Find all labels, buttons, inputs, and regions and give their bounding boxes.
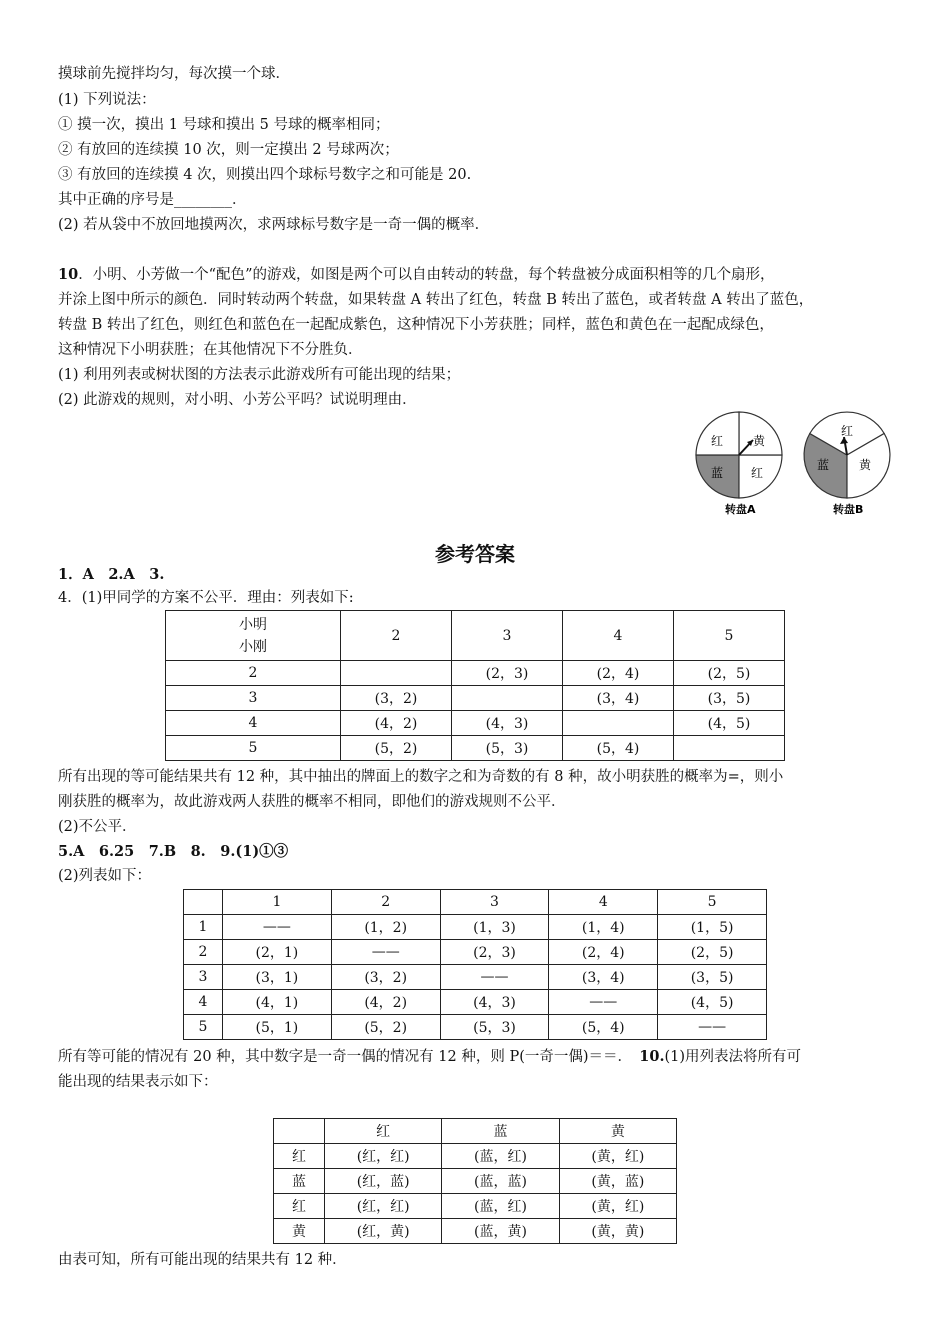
table-header [274,1119,325,1144]
table-cell: (2，3) [452,661,563,686]
text-line: (2)列表如下： [58,868,152,884]
table-cell: (3，2) [331,965,440,990]
sector-label: 黄 [859,458,872,472]
table-header: 蓝 [442,1119,559,1144]
text-line: 转盘 B 转出了红色，则红色和蓝色在一起配成紫色，这种情况下小芳获胜；同样，蓝色和黄色在一起配成绿色， [58,317,774,333]
table-row [166,711,785,736]
text-line: 并涂上图中所示的颜色．同时转动两个转盘，如果转盘 A 转出了红色，转盘 B 转出了蓝色，或者转盘 A 转出了蓝色， [58,292,814,308]
sector-label: 红 [751,466,764,480]
table-cell: 1 [184,915,223,940]
table-header-diagonal [166,611,341,661]
text-line: 这种情况下小明获胜；在其他情况下不分胜负． [58,342,363,358]
table-row [166,686,785,711]
header-top: 小明 [239,616,267,633]
table-cell: 红 [274,1144,325,1169]
table-cell: (3，4) [549,965,658,990]
table-header: 4 [549,890,658,915]
table-header: 3 [452,611,563,661]
table-cell: (2，4) [563,661,674,686]
table-row [166,661,785,686]
table-cell [674,736,785,761]
table-cell: (5，2) [341,736,452,761]
table-row [274,1169,677,1194]
table-cell: (3，5) [674,686,785,711]
table-cell [452,686,563,711]
table-cell: (3，4) [563,686,674,711]
table-cell: (蓝，红) [442,1194,559,1219]
table-row [274,1119,677,1144]
table-cell: 2 [184,940,223,965]
table-cell: (2，3) [440,940,549,965]
table-cell: (红，红) [325,1144,442,1169]
text-line: 刚获胜的概率为，故此游戏两人获胜的概率不相同，即他们的游戏规则不公平． [58,794,566,810]
text-line: ．小明、小芳做一个“配色”的游戏，如图是两个可以自由转动的转盘，每个转盘被分成面积相等的几个扇形， [78,267,775,283]
text-line: (1) 利用列表或树状图的方法表示此游戏所有可能出现的结果； [58,367,461,383]
table-cell: (红，红) [325,1194,442,1219]
table-row [184,1015,767,1040]
table-cell: (1，2) [331,915,440,940]
table-header: 2 [331,890,440,915]
table-cell: —— [658,1015,767,1040]
table-cell: 3 [184,965,223,990]
table-cell: 5 [184,1015,223,1040]
table-cell: (2，1) [223,940,332,965]
table-cell: (5，4) [563,736,674,761]
table-header: 4 [563,611,674,661]
text-line: 由表可知，所有可能出现的结果共有 12 种． [58,1252,347,1268]
text-span: (1)用列表法将所有可 [664,1049,802,1065]
table-cell: (3，1) [223,965,332,990]
table-cell: (1，3) [440,915,549,940]
table-cell: —— [549,990,658,1015]
table-row [184,940,767,965]
table-header: 5 [674,611,785,661]
table-row [274,1144,677,1169]
spinner-figure [690,402,910,522]
text-line: 其中正确的序号是________． [58,192,247,208]
table-cell: (5，1) [223,1015,332,1040]
table-row [274,1194,677,1219]
answers-title: 参考答案 [435,542,515,566]
text-line: 摸球前先搅拌均匀，每次摸一个球． [58,66,290,82]
table-cell: 红 [274,1194,325,1219]
table-cell: 4 [166,711,341,736]
table-cell [341,661,452,686]
table-cell: 5 [166,736,341,761]
text-line: ③ 有放回的连续摸 4 次，则摸出四个球标号数字之和可能是 20. [58,167,472,183]
sector-label: 蓝 [817,458,830,472]
table-cell: 2 [166,661,341,686]
table-cell: (2，4) [549,940,658,965]
table-header: 5 [658,890,767,915]
text-line: 1．A 2.A 3. [58,566,165,583]
question-number: 10. [639,1048,665,1065]
table-cell: (3，5) [658,965,767,990]
table-cell: (黄，红) [559,1194,676,1219]
table-cell: 黄 [274,1219,325,1244]
text-line: 能出现的结果表示如下： [58,1074,218,1090]
table-cell: (4，2) [331,990,440,1015]
table-cell: —— [331,940,440,965]
table-cell: (4，2) [341,711,452,736]
table-cell: (蓝，蓝) [442,1169,559,1194]
text-line [58,1047,801,1067]
table-cell: (1，5) [658,915,767,940]
table-row [274,1219,677,1244]
sector-label: 红 [711,434,724,448]
question-10 [58,265,775,285]
text-line: (2) 此游戏的规则，对小明、小芳公平吗？试说明理由． [58,392,417,408]
table-cell: (红，蓝) [325,1169,442,1194]
answer-table-4 [165,610,785,761]
text-line: (2) 若从袋中不放回地摸两次，求两球标号数字是一奇一偶的概率． [58,217,490,233]
table-cell: (5，3) [440,1015,549,1040]
table-cell: (5，2) [331,1015,440,1040]
text-line: 所有出现的等可能结果共有 12 种，其中抽出的牌面上的数字之和为奇数的有 8 种，故小明获胜的概率为=，则小 [58,769,784,785]
spinner-caption: 转盘B [833,503,864,516]
table-row [184,965,767,990]
table-cell: (3，2) [341,686,452,711]
table-cell: 4 [184,990,223,1015]
answer-table-9 [183,889,767,1040]
table-row [184,915,767,940]
spinner-a [696,412,782,516]
table-header: 3 [440,890,549,915]
table-cell: (5，4) [549,1015,658,1040]
sector-label: 蓝 [711,466,724,480]
table-row [166,736,785,761]
table-cell: (黄，红) [559,1144,676,1169]
answer-table-10 [273,1118,677,1244]
spinner-caption: 转盘A [725,503,756,516]
table-row [184,990,767,1015]
table-cell: —— [440,965,549,990]
table-cell: (黄，蓝) [559,1169,676,1194]
table-cell: —— [223,915,332,940]
table-cell: (2，5) [674,661,785,686]
table-header: 1 [223,890,332,915]
table-cell: (5，3) [452,736,563,761]
table-cell: (4，1) [223,990,332,1015]
table-cell: (蓝，红) [442,1144,559,1169]
table-header: 红 [325,1119,442,1144]
table-cell: 蓝 [274,1169,325,1194]
table-row [184,890,767,915]
text-line: ② 有放回的连续摸 10 次，则一定摸出 2 号球两次； [58,142,399,158]
header-bottom: 小刚 [239,638,267,655]
text-line: (2)不公平． [58,819,137,835]
table-cell: 3 [166,686,341,711]
table-cell: (4，3) [440,990,549,1015]
table-cell: (黄，黄) [559,1219,676,1244]
sector-label: 红 [841,424,854,438]
table-cell: (蓝，黄) [442,1219,559,1244]
text-line: 5.A 6.25 7.B 8. 9.(1)①③ [58,843,289,860]
sector-label: 黄 [753,434,766,448]
table-header: 2 [341,611,452,661]
text-line: 4．(1)甲同学的方案不公平．理由：列表如下: [58,590,354,606]
table-cell: (1，4) [549,915,658,940]
table-cell: (4，5) [674,711,785,736]
table-cell: (4，3) [452,711,563,736]
table-cell [563,711,674,736]
table-header: 黄 [559,1119,676,1144]
table-cell: (2，5) [658,940,767,965]
table-header [184,890,223,915]
text-line: ① 摸一次，摸出 1 号球和摸出 5 号球的概率相同； [58,117,390,133]
text-span: 所有等可能的情况有 20 种，其中数字是一奇一偶的情况有 12 种，则 P(一奇一偶)＝＝． [58,1049,625,1065]
text-line: (1) 下列说法： [58,92,156,108]
question-number: 10 [58,266,79,283]
spinner-b [804,412,890,516]
table-cell: (4，5) [658,990,767,1015]
table-cell: (红，黄) [325,1219,442,1244]
